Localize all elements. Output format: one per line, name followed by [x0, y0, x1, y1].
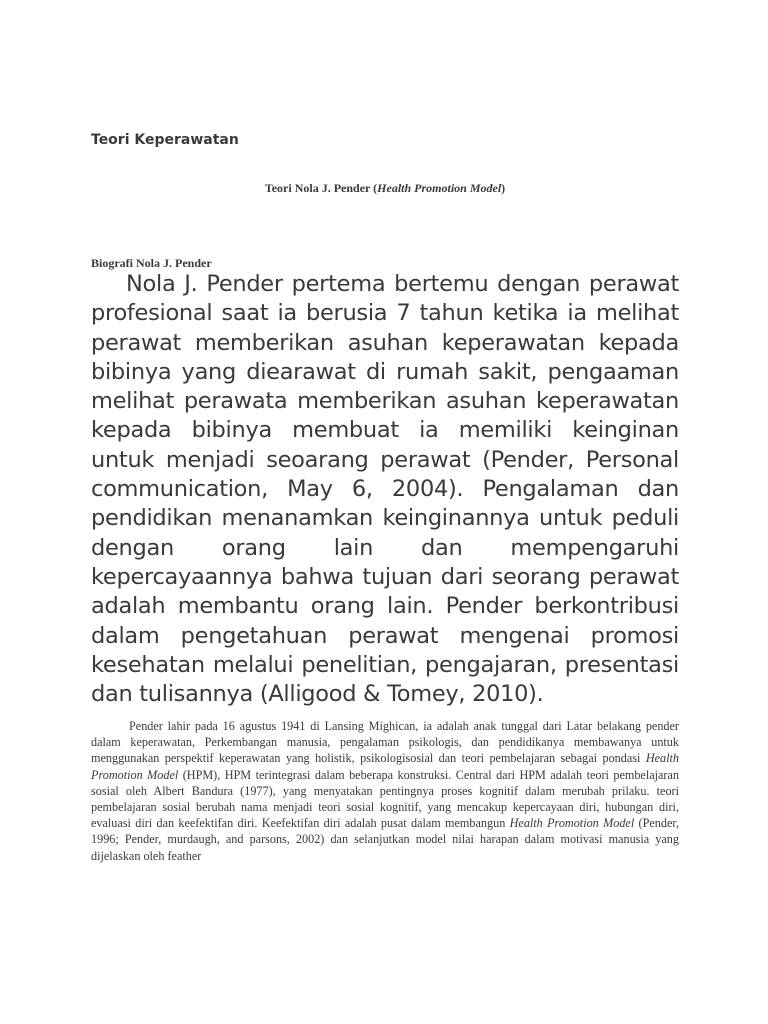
biography-label: Biografi Nola J. Pender [91, 256, 212, 270]
paragraph-text-3: (Pender, 1996; Pender, murdaugh, and parsons, 2002) dan selanjutkan model nilai harapan dalam motivasi manusia yang dijelaskan oleh feather [91, 816, 679, 863]
paragraph-text-2: (HPM), HPM terintegrasi dalam beberapa konstruksi. Central dari HPM adalah teori pembelajaran sosial oleh Albert Bandura (1977), yang menyatakan pentingnya proses kognitif dalam merubah prilaku. teori pembelajaran sosial berubah nama menjadi teori sosial kognitif, yang mencakup kepercayaan diri, hubungan diri, evaluasi diri dan keefektifan diri. Keefektifan diri adalah pusat dalam membangun [91, 767, 679, 831]
paragraph-italic-2: Health Promotion Model [509, 816, 635, 831]
document-subtitle [91, 181, 679, 196]
paragraph-text-1: Pender lahir pada 16 agustus 1941 di Lansing Mighican, ia adalah anak tunggal dari Latar belakang pender dalam keperawatan, Perkembangan manusia, pengalaman psikologis, dan pendidikanya membawanya untuk menggunakan perspektif keperawatan yang holistik, psikologisosial dan teori pembelajaran sebagai pondasi [91, 719, 679, 766]
subtitle-prefix: Teori Nola J. Pender ( [264, 181, 378, 195]
paragraph-italic-1: Health Promotion Model [91, 751, 679, 782]
biography-paragraph: Nola J. Pender pertema bertemu dengan perawat profesional saat ia berusia 7 tahun ketika ia melihat perawat memberikan asuhan keperawatan kepada bibinya yang diearawat di rumah sakit, pengaaman melihat perawata memberikan asuhan keperawatan kepada bibinya membuat ia memiliki keinginan untuk menjadi seoarang perawat (Pender, Personal communication, May 6, 2004). Pengalaman dan pendidikan menanamkan keinginannya untuk peduli dengan orang lain dan mempengaruhi kepercayaannya bahwa tujuan dari seorang perawat adalah membantu orang lain. Pender berkontribusi dalam pengetahuan perawat mengenai promosi kesehatan melalui penelitian, pengajaran, presentasi dan tulisannya (Alligood & Tomey, 2010). [91, 271, 679, 708]
document-heading: Teori Keperawatan [91, 132, 239, 148]
subtitle-suffix: ) [501, 181, 506, 195]
subtitle-italic: Health Promotion Model [377, 181, 502, 195]
background-paragraph [91, 718, 679, 864]
